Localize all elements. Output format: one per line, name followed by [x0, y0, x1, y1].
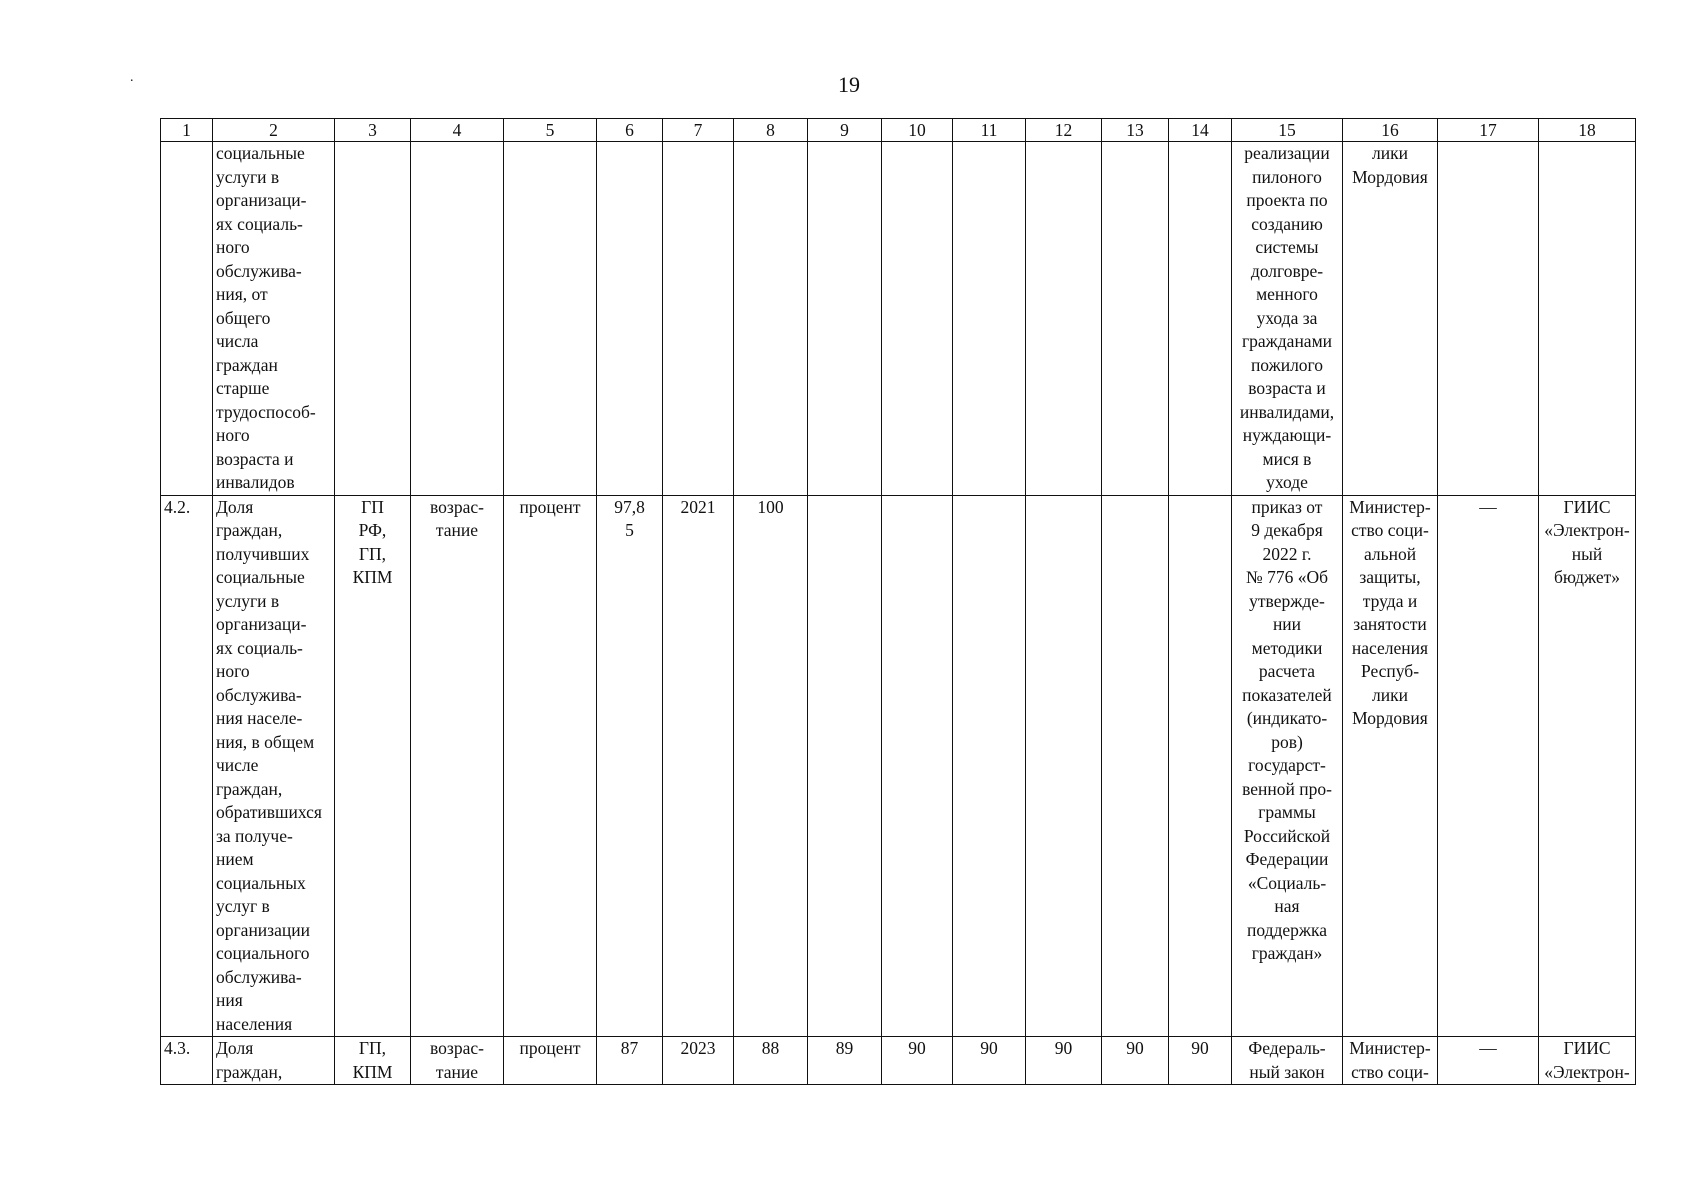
responsible-cell: Министер- ство соци-: [1343, 1037, 1438, 1085]
header-cell: 1: [161, 119, 213, 142]
value-cell: [1169, 142, 1232, 496]
value-cell: [1102, 142, 1169, 496]
table-row: [161, 495, 1636, 1037]
value-cell: [882, 495, 953, 1037]
header-cell: 15: [1232, 119, 1343, 142]
header-cell: 4: [411, 119, 504, 142]
base-year-cell: 2023: [663, 1037, 734, 1085]
indicator-name-cell: Доля граждан,: [213, 1037, 335, 1085]
base-value-cell: 87: [597, 1037, 663, 1085]
value-cell: 88: [734, 1037, 808, 1085]
header-cell: 2: [213, 119, 335, 142]
header-cell: 3: [335, 119, 411, 142]
header-cell: 5: [504, 119, 597, 142]
info-system-cell: ГИИС «Электрон-: [1539, 1037, 1636, 1085]
level-cell: ГП, КПМ: [335, 1037, 411, 1085]
header-cell: 17: [1438, 119, 1539, 142]
scan-dot-mark: .: [130, 70, 134, 85]
indicator-name-cell: Доля граждан, получивших социальные услуги в организаци- ях социаль- ного обслужива- ния населе- ния, в общем числе граждан, обратившихся за получе- нием социальных услуг в организации социального обслужива- ния населения: [213, 495, 335, 1037]
table-row: [161, 1037, 1636, 1085]
row-number-cell: 4.3.: [161, 1037, 213, 1085]
value-cell: [808, 495, 882, 1037]
header-cell: 14: [1169, 119, 1232, 142]
value-cell: [953, 142, 1026, 496]
level-cell: ГП РФ, ГП, КПМ: [335, 495, 411, 1037]
unit-cell: процент: [504, 495, 597, 1037]
value-cell: 100: [734, 495, 808, 1037]
level-cell: [335, 142, 411, 496]
info-system-cell: ГИИС «Электрон- ный бюджет»: [1539, 495, 1636, 1037]
value-cell: [1169, 495, 1232, 1037]
header-cell: 10: [882, 119, 953, 142]
header-cell: 9: [808, 119, 882, 142]
table-header-row: [161, 119, 1636, 142]
value-cell: 90: [1026, 1037, 1102, 1085]
value-cell: [1102, 495, 1169, 1037]
value-cell: 90: [882, 1037, 953, 1085]
value-cell: [1026, 142, 1102, 496]
base-value-cell: [597, 142, 663, 496]
trend-cell: [411, 142, 504, 496]
value-cell: 90: [953, 1037, 1026, 1085]
header-cell: 7: [663, 119, 734, 142]
page-number: 19: [838, 72, 860, 97]
value-cell: 90: [1102, 1037, 1169, 1085]
header-cell: 8: [734, 119, 808, 142]
value-cell: [734, 142, 808, 496]
document-cell: реализации пилоного проекта по созданию системы долговре- менного ухода за гражданами пожилого возраста и инвалидами, нуждающи- мися в уходе: [1232, 142, 1343, 496]
header-cell: 18: [1539, 119, 1636, 142]
value-cell: [882, 142, 953, 496]
link-cell: —: [1438, 1037, 1539, 1085]
header-cell: 12: [1026, 119, 1102, 142]
header-cell: 13: [1102, 119, 1169, 142]
value-cell: [808, 142, 882, 496]
base-year-cell: [663, 142, 734, 496]
value-cell: [1026, 495, 1102, 1037]
header-cell: 11: [953, 119, 1026, 142]
link-cell: —: [1438, 495, 1539, 1037]
trend-cell: возрас- тание: [411, 1037, 504, 1085]
indicator-name-cell: социальные услуги в организаци- ях социаль- ного обслужива- ния, от общего числа граждан старше трудоспособ- ного возраста и инвалидов: [213, 142, 335, 496]
unit-cell: процент: [504, 1037, 597, 1085]
value-cell: 89: [808, 1037, 882, 1085]
document-cell: Федераль- ный закон: [1232, 1037, 1343, 1085]
value-cell: [953, 495, 1026, 1037]
base-value-cell: 97,8 5: [597, 495, 663, 1037]
header-cell: 6: [597, 119, 663, 142]
link-cell: [1438, 142, 1539, 496]
responsible-cell: лики Мордовия: [1343, 142, 1438, 496]
value-cell: 90: [1169, 1037, 1232, 1085]
header-cell: 16: [1343, 119, 1438, 142]
indicators-table: [160, 118, 1636, 1085]
row-number-cell: 4.2.: [161, 495, 213, 1037]
unit-cell: [504, 142, 597, 496]
info-system-cell: [1539, 142, 1636, 496]
base-year-cell: 2021: [663, 495, 734, 1037]
table-row: [161, 142, 1636, 496]
responsible-cell: Министер- ство соци- альной защиты, труда и занятости населения Респуб- лики Мордовия: [1343, 495, 1438, 1037]
row-number-cell: [161, 142, 213, 496]
document-cell: приказ от 9 декабря 2022 г. № 776 «Об утвержде- нии методики расчета показателей (индикато- ров) государст- венной про- граммы Российской Федерации «Социаль- ная поддержка граждан»: [1232, 495, 1343, 1037]
trend-cell: возрас- тание: [411, 495, 504, 1037]
